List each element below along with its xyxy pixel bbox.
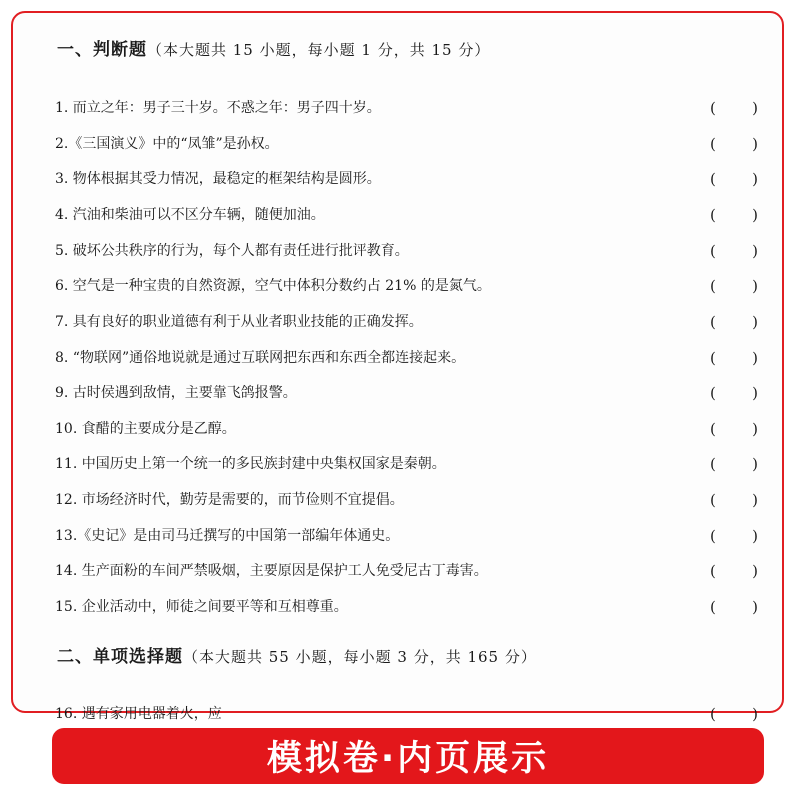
answer-paren-close: ) (752, 598, 758, 616)
answer-blank (710, 418, 758, 440)
answer-paren-open: ( (710, 135, 716, 153)
question-row (55, 525, 756, 547)
answer-paren-open: ( (710, 491, 716, 509)
exam-page (11, 11, 784, 723)
question-text: 6. 空气是一种宝贵的自然资源，空气中体积分数约占 21% 的是氮气。 (55, 278, 491, 294)
answer-blank (710, 382, 758, 404)
answer-blank (710, 311, 758, 333)
question-row (55, 133, 756, 155)
answer-paren-open: ( (710, 705, 716, 723)
question-row (55, 596, 756, 618)
section1-heading (57, 35, 490, 60)
question-row (55, 489, 756, 511)
preview-banner (52, 728, 764, 784)
answer-paren-open: ( (710, 313, 716, 331)
question-text: 1. 而立之年：男子三十岁。不惑之年：男子四十岁。 (55, 100, 381, 116)
answer-paren-open: ( (710, 384, 716, 402)
answer-paren-open: ( (710, 527, 716, 545)
answer-paren-open: ( (710, 170, 716, 188)
question-row (55, 560, 756, 582)
answer-paren-close: ) (752, 99, 758, 117)
answer-paren-close: ) (752, 384, 758, 402)
answer-paren-close: ) (752, 170, 758, 188)
answer-blank (710, 525, 758, 547)
section2-note: （本大题共 55 小题，每小题 3 分，共 165 分） (183, 648, 537, 666)
answer-paren-close: ) (752, 206, 758, 224)
question-row (55, 382, 756, 404)
answer-blank (710, 204, 758, 226)
answer-paren-open: ( (710, 420, 716, 438)
answer-paren-close: ) (752, 455, 758, 473)
answer-blank (710, 133, 758, 155)
section2-title: 二、单项选择题 (57, 647, 183, 667)
question-row (55, 418, 756, 440)
answer-paren-open: ( (710, 206, 716, 224)
question-row (55, 311, 756, 333)
question-text: 12. 市场经济时代，勤劳是需要的，而节俭则不宜提倡。 (55, 492, 404, 508)
answer-blank (710, 453, 758, 475)
answer-paren-close: ) (752, 313, 758, 331)
answer-paren-close: ) (752, 242, 758, 260)
question-row (55, 97, 756, 119)
answer-paren-open: ( (710, 349, 716, 367)
question-text: 11. 中国历史上第一个统一的多民族封建中央集权国家是秦朝。 (55, 456, 446, 472)
answer-paren-close: ) (752, 491, 758, 509)
answer-blank (710, 560, 758, 582)
answer-paren-close: ) (752, 527, 758, 545)
question-text: 15. 企业活动中，师徒之间要平等和互相尊重。 (55, 599, 348, 615)
answer-blank (710, 168, 758, 190)
answer-blank (710, 347, 758, 369)
answer-blank (710, 240, 758, 262)
question-text: 10. 食醋的主要成分是乙醇。 (55, 421, 236, 437)
question-row (55, 703, 756, 725)
question-row (55, 275, 756, 297)
question-text: 4. 汽油和柴油可以不区分车辆，随便加油。 (55, 207, 325, 223)
answer-paren-close: ) (752, 562, 758, 580)
section1-note: （本大题共 15 小题，每小题 1 分，共 15 分） (147, 41, 491, 59)
question-text: 8. “物联网”通俗地说就是通过互联网把东西和东西全都连接起来。 (55, 350, 466, 366)
answer-paren-open: ( (710, 455, 716, 473)
answer-paren-close: ) (752, 705, 758, 723)
question-text: 2.《三国演义》中的“凤雏”是孙权。 (55, 136, 279, 152)
question-text: 3. 物体根据其受力情况，最稳定的框架结构是圆形。 (55, 171, 381, 187)
answer-paren-open: ( (710, 598, 716, 616)
question-text: 5. 破坏公共秩序的行为，每个人都有责任进行批评教育。 (55, 243, 409, 259)
answer-paren-open: ( (710, 562, 716, 580)
banner-text: 模拟卷·内页展示 (266, 739, 550, 779)
question-row (55, 453, 756, 475)
answer-paren-open: ( (710, 242, 716, 260)
answer-paren-open: ( (710, 277, 716, 295)
answer-blank (710, 97, 758, 119)
answer-paren-open: ( (710, 99, 716, 117)
answer-blank (710, 596, 758, 618)
answer-paren-close: ) (752, 420, 758, 438)
question-row (55, 347, 756, 369)
answer-blank (710, 275, 758, 297)
answer-paren-close: ) (752, 277, 758, 295)
answer-paren-close: ) (752, 349, 758, 367)
question-row (55, 168, 756, 190)
answer-blank (710, 703, 758, 725)
answer-paren-close: ) (752, 135, 758, 153)
question-text: 14. 生产面粉的车间严禁吸烟，主要原因是保护工人免受尼古丁毒害。 (55, 563, 488, 579)
question-row (55, 204, 756, 226)
answer-blank (710, 489, 758, 511)
question-text: 9. 古时侯遇到敌情，主要靠飞鸽报警。 (55, 385, 297, 401)
question-text: 16. 遇有家用电器着火，应 (55, 706, 222, 722)
section1-title: 一、判断题 (57, 40, 147, 60)
question-row (55, 240, 756, 262)
question-text: 7. 具有良好的职业道德有利于从业者职业技能的正确发挥。 (55, 314, 423, 330)
section2-heading (57, 642, 537, 667)
question-text: 13.《史记》是由司马迁撰写的中国第一部编年体通史。 (55, 528, 400, 544)
